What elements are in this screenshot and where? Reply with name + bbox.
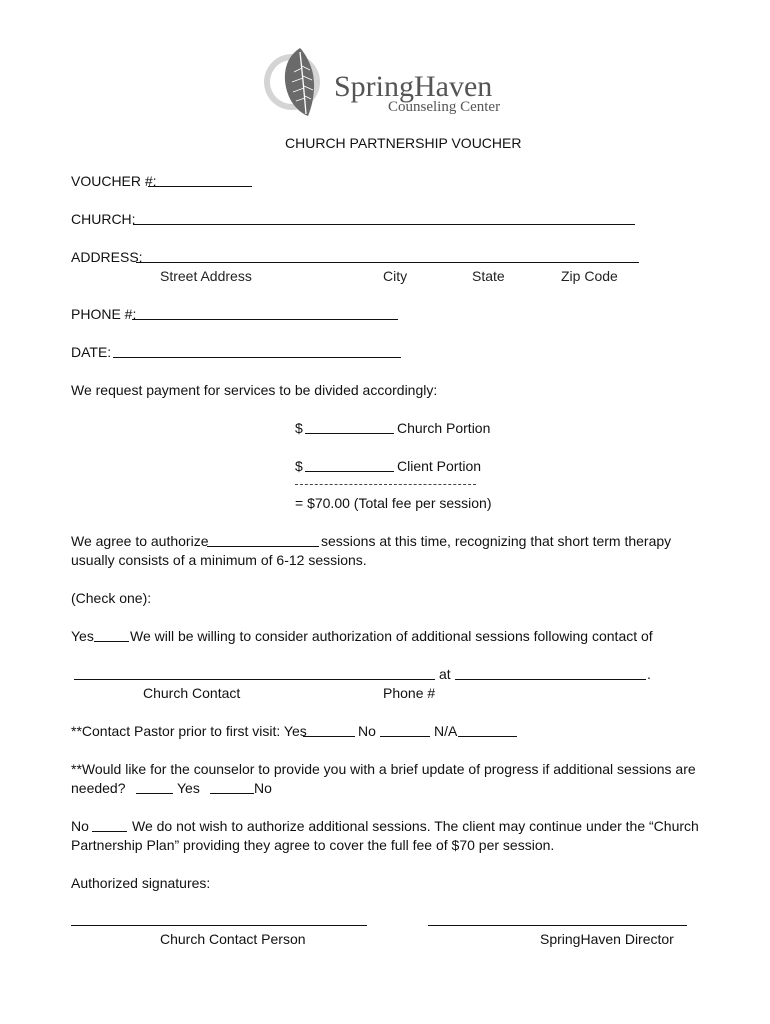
date-label: DATE:	[71, 344, 112, 360]
logo-name-part2: Haven	[414, 70, 493, 103]
voucher-field[interactable]	[148, 186, 252, 187]
total-fee: = $70.00 (Total fee per session)	[295, 495, 492, 511]
church-portion-dollar: $	[295, 420, 303, 436]
authorize-text-line2: usually consists of a minimum of 6-12 sessions.	[71, 552, 367, 568]
logo-subtitle: Counseling Center	[388, 99, 501, 115]
church-portion-label: Church Portion	[397, 420, 491, 436]
at-label: at	[439, 666, 451, 682]
church-field[interactable]	[133, 224, 635, 225]
voucher-label: VOUCHER #:	[71, 173, 157, 189]
address-state-label: State	[472, 268, 505, 284]
yes-option-checkbox[interactable]	[94, 641, 129, 642]
church-label: CHURCH:	[71, 211, 136, 227]
director-signature-line[interactable]	[428, 925, 687, 926]
date-field[interactable]	[113, 357, 401, 358]
payment-intro: We request payment for services to be divided accordingly:	[71, 382, 438, 398]
form-title: CHURCH PARTNERSHIP VOUCHER	[285, 135, 522, 151]
signatures-heading: Authorized signatures:	[71, 875, 211, 891]
address-street-label: Street Address	[160, 268, 252, 284]
yes-option-text: We will be willing to consider authorization of additional sessions following contact of	[130, 628, 653, 644]
client-portion-label: Client Portion	[397, 458, 482, 474]
leaf-logo-icon	[262, 44, 334, 118]
contact-pastor-no-field[interactable]	[380, 736, 430, 737]
phone-label: PHONE #:	[71, 306, 137, 322]
contact-pastor-text: **Contact Pastor prior to first visit: Yes	[71, 723, 307, 739]
check-one-label: (Check one):	[71, 590, 152, 606]
no-option-label: No	[71, 818, 89, 834]
no-option-line1: We do not wish to authorize additional sessions. The client may continue under the “Church	[132, 818, 699, 834]
authorize-text-part2: sessions at this time, recognizing that short term therapy	[321, 533, 672, 549]
contact-phone-label: Phone #	[383, 685, 436, 701]
update-no-label: No	[254, 780, 272, 796]
update-yes-field[interactable]	[136, 793, 173, 794]
no-option-line2: Partnership Plan” providing they agree to cover the full fee of $70 per session.	[71, 837, 555, 853]
no-option-checkbox[interactable]	[92, 831, 127, 832]
address-zip-label: Zip Code	[561, 268, 618, 284]
authorize-text-part1: We agree to authorize	[71, 533, 209, 549]
contact-pastor-na-label: N/A	[434, 723, 458, 739]
phone-field[interactable]	[132, 319, 398, 320]
contact-pastor-na-field[interactable]	[458, 736, 517, 737]
sum-divider	[295, 484, 476, 485]
church-contact-signature-line[interactable]	[71, 925, 367, 926]
client-portion-dollar: $	[295, 458, 303, 474]
client-portion-field[interactable]	[305, 471, 394, 472]
update-yes-label: Yes	[177, 780, 200, 796]
church-contact-field[interactable]	[74, 679, 435, 680]
church-contact-label: Church Contact	[143, 685, 241, 701]
contact-phone-field[interactable]	[455, 679, 646, 680]
contact-pastor-no-label: No	[358, 723, 376, 739]
contact-pastor-yes-field[interactable]	[303, 736, 355, 737]
church-contact-signature-label: Church Contact Person	[160, 931, 306, 947]
address-field[interactable]	[136, 262, 639, 263]
update-line1: **Would like for the counselor to provide you with a brief update of progress if additional sessions are	[71, 761, 696, 777]
update-no-field[interactable]	[210, 793, 254, 794]
update-needed: needed?	[71, 780, 126, 796]
director-signature-label: SpringHaven Director	[540, 931, 674, 947]
address-label: ADDRESS:	[71, 249, 143, 265]
yes-option-label: Yes	[71, 628, 94, 644]
logo-name-part1: Spring	[334, 70, 415, 103]
address-city-label: City	[383, 268, 408, 284]
church-portion-field[interactable]	[305, 433, 394, 434]
period: .	[647, 666, 651, 682]
sessions-count-field[interactable]	[207, 546, 319, 547]
